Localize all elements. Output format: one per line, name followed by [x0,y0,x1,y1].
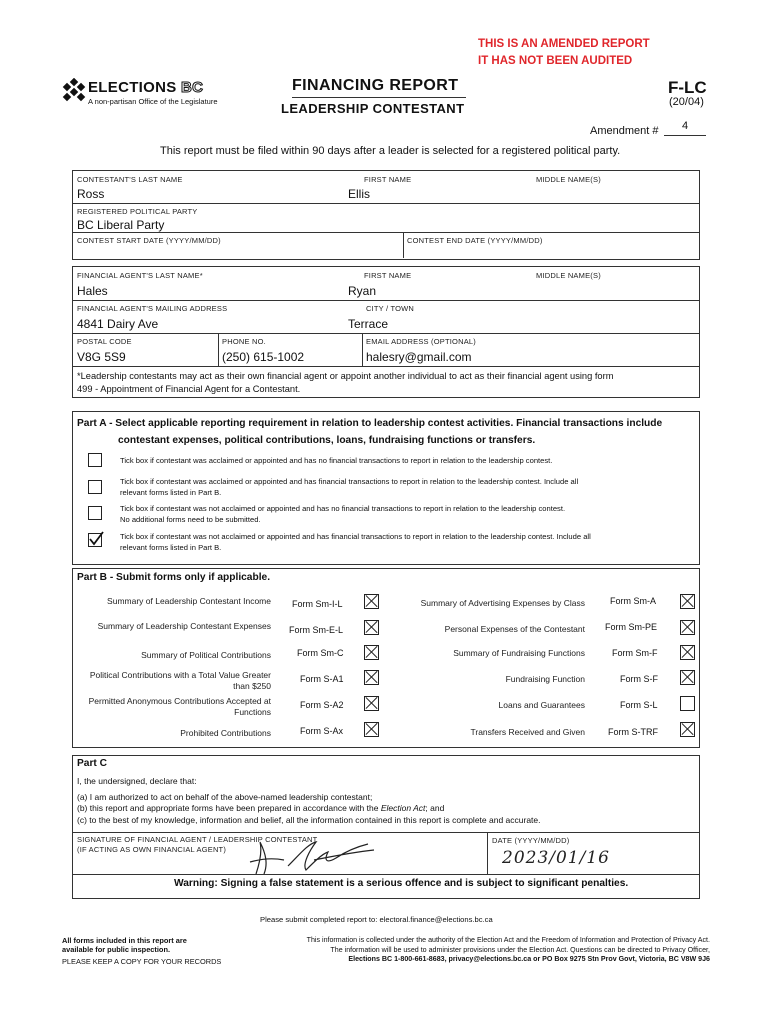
part-b-left-label-2 [76,621,271,632]
agent-first-name-label: FIRST NAME [364,271,412,280]
part-b-left-form-4: Form S-A1 [300,674,344,684]
part-c-item-b [77,803,444,813]
part-c-item-b-post: ; and [425,803,445,813]
part-b-left-form-5: Form S-A2 [300,700,344,710]
agent-city[interactable]: Terrace [348,317,389,331]
part-b-right-3-text: Summary of Fundraising Functions [453,648,585,658]
part-b-right-form-3: Form Sm-F [612,648,658,658]
contestant-first-name-label: FIRST NAME [364,175,412,184]
contestant-last-name-label: CONTESTANT'S LAST NAME [77,175,183,184]
amended-notice-line2: IT HAS NOT BEEN AUDITED [478,55,633,67]
part-c-item-a: (a) I am authorized to act on behalf of the above-named leadership contestant; [77,792,373,802]
footer-privacy-line2: The information will be used to administer provisions under the Election Act. Questions can be directed to Privacy Officer, [330,945,710,954]
part-a-option-3-text2: No additional forms need to be submitted. [120,515,261,524]
agent-note-line2: 499 - Appointment of Financial Agent for a Contestant. [77,384,301,394]
part-b-left-label-6 [76,728,271,739]
report-subtitle: LEADERSHIP CONTESTANT [281,101,465,116]
part-b-right-checkbox-1[interactable] [680,594,695,609]
report-title: FINANCING REPORT [292,77,459,94]
agent-last-name-label: FINANCIAL AGENT'S LAST NAME* [77,271,203,280]
contestant-last-name[interactable]: Ross [77,187,105,201]
part-a-title-line2: contestant expenses, political contributions, loans, fundraising functions or transfers. [118,435,536,446]
agent-middle-name-label: MIDDLE NAME(S) [536,271,601,280]
agent-phone[interactable]: (250) 615-1002 [222,350,305,364]
part-b-left-checkbox-5[interactable] [364,696,379,711]
part-c-declare: I, the undersigned, declare that: [77,776,197,786]
part-b-left-label-4 [76,670,271,692]
filing-instruction: This report must be filed within 90 days after a leader is selected for a registered political party. [160,145,621,157]
part-b-right-label-2 [395,624,585,635]
logo-mark-icon [62,78,86,104]
part-b-right-2-text: Personal Expenses of the Contestant [444,624,585,634]
agent-email-label: EMAIL ADDRESS (OPTIONAL) [366,337,476,346]
part-b-left-checkbox-6[interactable] [364,722,379,737]
footer-privacy-line1: This information is collected under the authority of the Election Act and the Freedom of Information and Protection of Privacy Act. [306,936,710,944]
part-b-title: Part B - Submit forms only if applicable. [77,572,271,583]
part-b-right-form-5: Form S-L [620,700,658,710]
part-b-right-checkbox-5[interactable] [680,696,695,711]
part-a-option-3-checkbox[interactable] [88,506,102,520]
part-b-right-label-3 [395,648,585,659]
part-b-left-form-2: Form Sm-E-L [289,625,343,635]
contestant-first-name[interactable]: Ellis [348,187,371,201]
part-b-left-form-3: Form Sm-C [297,648,344,658]
party-value[interactable]: BC Liberal Party [77,218,165,232]
contestant-middle-name-label: MIDDLE NAME(S) [536,175,601,184]
footer-public-line1: All forms included in this report are [62,936,187,945]
part-b-right-checkbox-4[interactable] [680,670,695,685]
part-b-right-form-4: Form S-F [620,674,658,684]
part-a-title [77,415,662,449]
footer-privacy-line3: Elections BC 1-800-661-8683, privacy@elections.bc.ca or PO Box 9275 Stn Prov Govt, Victoria, BC V8W 9J6 [348,955,710,964]
agent-address-label: FINANCIAL AGENT'S MAILING ADDRESS [77,304,228,313]
elections-bc-logo [62,78,232,110]
part-b-right-checkbox-6[interactable] [680,722,695,737]
agent-last-name[interactable]: Hales [77,284,108,298]
part-b-right-label-1 [395,598,585,609]
part-b-right-label-4 [395,674,585,685]
part-a-option-3-text: Tick box if contestant was not acclaimed or appointed and has no financial transactions to report in relation to the leadership contest. [120,504,566,513]
amended-notice [478,36,650,70]
check-mark-icon [88,531,104,547]
part-b-left-form-6: Form S-Ax [300,726,344,736]
part-a-option-4 [120,531,591,553]
part-b-left-2-text: Summary of Leadership Contestant Expenses [97,621,271,631]
part-a-option-4-text: Tick box if contestant was not acclaimed or appointed and has financial transactions to report in relation to the leadership contest. Include all [120,532,591,541]
part-b-left-label-1 [76,596,271,607]
part-b-right-6-text: Transfers Received and Given [470,727,585,737]
form-code: F-LC [668,78,707,97]
part-b-left-4-text2: than $250 [233,681,271,691]
footer-submit: Please submit completed report to: electoral.finance@elections.bc.ca [260,915,493,924]
agent-address[interactable]: 4841 Dairy Ave [77,317,159,331]
agent-note-line1: *Leadership contestants may act as their own financial agent or appoint another individual to act as their financial agent using form [77,371,614,381]
part-b-right-checkbox-2[interactable] [680,620,695,635]
part-b-right-form-1: Form Sm-A [610,596,656,606]
signature-label-line1: SIGNATURE OF FINANCIAL AGENT / LEADERSHIP CONTESTANT [77,835,318,844]
agent-first-name[interactable]: Ryan [348,284,377,298]
contest-end-label: CONTEST END DATE (YYYY/MM/DD) [407,236,543,245]
date-label: DATE (YYYY/MM/DD) [492,836,570,845]
part-b-left-6-text: Prohibited Contributions [180,728,271,738]
amendment-label: Amendment # [590,125,659,137]
part-c-item-c: (c) to the best of my knowledge, information and belief, all the information contained in this report is complete and accurate. [77,815,541,825]
part-b-right-1-text: Summary of Advertising Expenses by Class [420,598,585,608]
part-a-option-2-text: Tick box if contestant was acclaimed or appointed and has financial transactions to report in relation to the leadership contest. Include all [120,477,579,486]
part-b-left-checkbox-1[interactable] [364,594,379,609]
part-a-option-3 [120,503,565,525]
amendment-value[interactable]: 4 [664,120,706,136]
part-b-right-4-text: Fundraising Function [505,674,585,684]
footer-public-line2: available for public inspection. [62,945,171,954]
signature-label-line2: (IF ACTING AS OWN FINANCIAL AGENT) [77,845,227,854]
warning-rest: Signing a false statement is a serious offence and is subject to significant penalties. [217,878,629,889]
logo-tagline: A non-partisan Office of the Legislature [88,97,218,106]
part-b-right-form-6: Form S-TRF [608,727,658,737]
part-c-item-b-act: Election Act [380,803,426,813]
part-b-left-4-text: Political Contributions with a Total Value Greater [89,670,271,680]
date-value[interactable]: 2023/01/16 [502,848,610,868]
part-b-left-5-text2: Functions [234,707,271,717]
footer-public [62,936,187,954]
agent-postal[interactable]: V8G 5S9 [77,350,126,364]
contest-start-label: CONTEST START DATE (YYYY/MM/DD) [77,236,221,245]
logo-name-bc: BC [181,79,204,96]
warning-text [174,878,628,889]
part-b-left-5-text: Permitted Anonymous Contributions Accepted at [88,696,271,706]
part-a-option-2 [120,476,578,498]
logo-name: ELECTIONS [88,79,177,96]
part-b-right-5-text: Loans and Guarantees [498,700,585,710]
part-b-right-checkbox-3[interactable] [680,645,695,660]
part-b-left-label-5 [76,696,271,718]
part-b-left-checkbox-3[interactable] [364,645,379,660]
amended-notice-line1: THIS IS AN AMENDED REPORT [478,38,650,50]
part-a-option-1-checkbox[interactable] [88,453,102,467]
part-b-right-form-2: Form Sm-PE [605,622,658,632]
part-b-right-label-5 [395,700,585,711]
part-b-left-1-text: Summary of Leadership Contestant Income [107,596,271,606]
part-a-option-2-checkbox[interactable] [88,480,102,494]
agent-city-label: CITY / TOWN [366,304,415,313]
part-c-title: Part C [77,758,108,769]
agent-note [77,370,613,396]
agent-postal-label: POSTAL CODE [77,337,132,346]
part-c-item-b-pre: (b) this report and appropriate forms have been prepared in accordance with the [77,803,381,813]
part-b-left-3-text: Summary of Political Contributions [141,650,271,660]
part-a-option-1-text: Tick box if contestant was acclaimed or appointed and has no financial transactions to report in relation to the leadership contest. [120,456,553,465]
form-version: (20/04) [669,96,704,108]
part-b-left-label-3 [76,650,271,661]
footer-privacy [230,936,710,965]
part-a-option-4-checkbox[interactable] [88,533,102,547]
part-b-left-form-1: Form Sm-I-L [292,599,343,609]
agent-phone-label: PHONE NO. [222,337,266,346]
part-a-option-1 [120,455,552,466]
part-a-option-4-text2: relevant forms listed in Part B. [120,543,222,552]
agent-email[interactable]: halesry@gmail.com [366,350,472,364]
signature-scribble[interactable] [244,836,384,876]
part-a-option-2-text2: relevant forms listed in Part B. [120,488,222,497]
warning-bold: Warning: [174,878,218,889]
part-b-left-checkbox-2[interactable] [364,620,379,635]
part-b-left-checkbox-4[interactable] [364,670,379,685]
part-b-right-label-6 [395,727,585,738]
footer-keep-copy: PLEASE KEEP A COPY FOR YOUR RECORDS [62,957,222,966]
party-label: REGISTERED POLITICAL PARTY [77,207,198,216]
part-a-title-line1: Part A - Select applicable reporting requirement in relation to leadership contest activities. Financial transactions include [77,418,663,429]
